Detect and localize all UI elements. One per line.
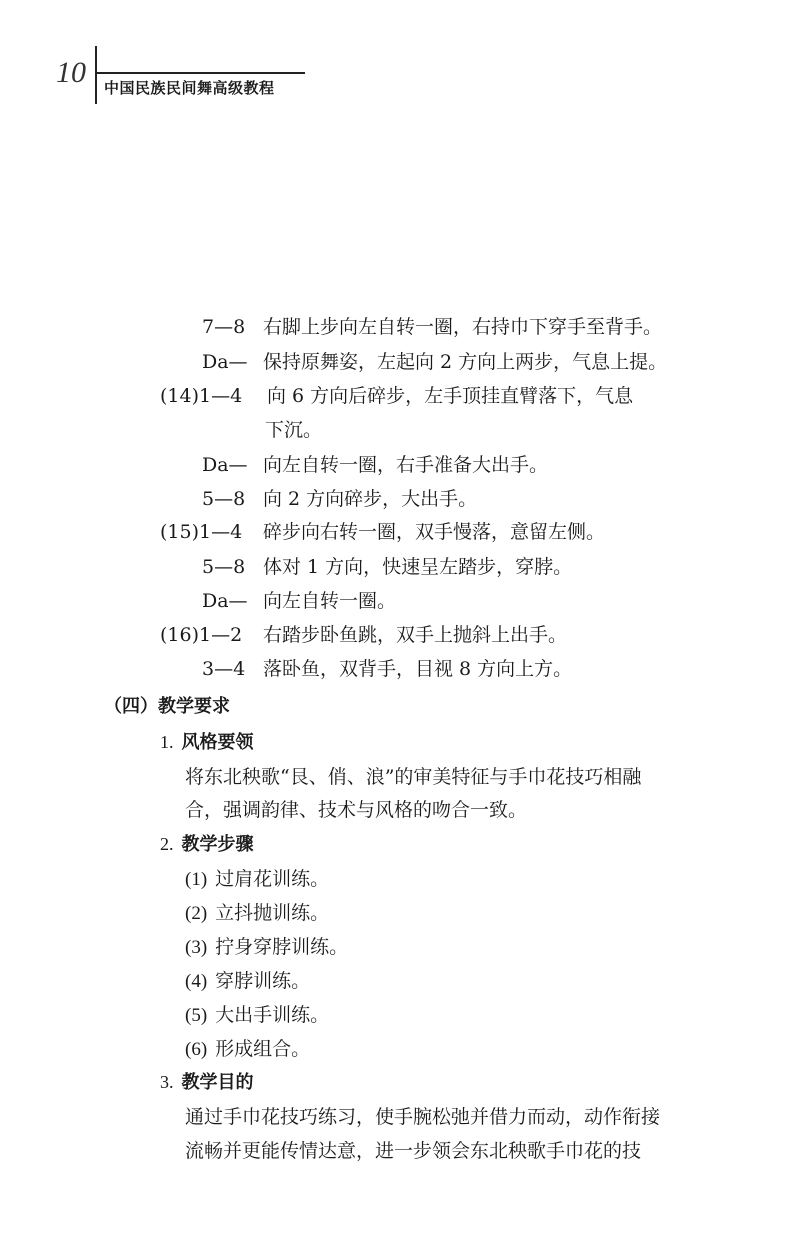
sub-heading-steps <box>160 832 254 857</box>
sub-heading-label: 教学目的 <box>181 1072 254 1093</box>
step-text: 向左自转一圈，右手准备大出手。 <box>263 454 549 476</box>
step-count: 7—8 <box>202 316 246 338</box>
step-text: 保持原舞姿，左起向 2 方向上两步，气息上提。 <box>263 351 668 373</box>
step-text: 碎步向右转一圈，双手慢落，意留左侧。 <box>263 521 606 543</box>
header-horizontal-rule <box>95 72 305 74</box>
sub-heading-label: 风格要领 <box>181 732 254 753</box>
sub-heading-number: 2. <box>160 834 174 854</box>
step-count: Da— <box>202 590 248 612</box>
step-text-continuation: 下沉。 <box>265 419 323 441</box>
list-item: (6) 形成组合。 <box>185 1038 311 1060</box>
sub-heading-label: 教学步骤 <box>181 834 254 855</box>
sub-heading-number: 3. <box>160 1072 174 1092</box>
page-number: 10 <box>56 56 86 89</box>
step-text: 落卧鱼，双背手，目视 8 方向上方。 <box>263 658 573 680</box>
step-count: 5—8 <box>202 556 246 578</box>
list-item: (3) 拧身穿脖训练。 <box>185 936 349 958</box>
step-text: 右脚上步向左自转一圈，右持巾下穿手至背手。 <box>263 316 663 338</box>
list-item: (4) 穿脖训练。 <box>185 970 311 992</box>
step-text: 向 6 方向后碎步，左手顶挂直臂落下，气息 <box>267 385 634 407</box>
section-heading: （四）教学要求 <box>104 696 230 717</box>
step-text: 体对 1 方向，快速呈左踏步，穿脖。 <box>263 556 573 578</box>
step-text: 向左自转一圈。 <box>263 590 397 612</box>
paragraph-line: 合，强调韵律、技术与风格的吻合一致。 <box>185 799 528 821</box>
step-count: 3—4 <box>202 658 246 680</box>
paragraph-line: 将东北秧歌“艮、俏、浪”的审美特征与手巾花技巧相融 <box>185 766 642 788</box>
sub-heading-purpose <box>160 1070 254 1095</box>
step-count: (14)1—4 <box>160 385 243 407</box>
step-count: 5—8 <box>202 488 246 510</box>
list-item: (5) 大出手训练。 <box>185 1004 330 1026</box>
step-count: (16)1—2 <box>160 624 243 646</box>
step-count: Da— <box>202 454 248 476</box>
list-item: (2) 立抖抛训练。 <box>185 902 330 924</box>
paragraph-line: 通过手巾花技巧练习，使手腕松弛并借力而动，动作衔接 <box>185 1106 661 1128</box>
step-text: 右踏步卧鱼跳，双手上抛斜上出手。 <box>263 624 568 646</box>
step-count: (15)1—4 <box>160 521 243 543</box>
sub-heading-number: 1. <box>160 732 174 752</box>
header-vertical-rule <box>95 46 97 104</box>
list-item: (1) 过肩花训练。 <box>185 868 330 890</box>
step-count: Da— <box>202 351 248 373</box>
paragraph-line: 流畅并更能传情达意，进一步领会东北秧歌手巾花的技 <box>185 1140 642 1162</box>
step-text: 向 2 方向碎步，大出手。 <box>263 488 478 510</box>
sub-heading-style <box>160 730 254 755</box>
book-title: 中国民族民间舞高级教程 <box>104 79 275 97</box>
